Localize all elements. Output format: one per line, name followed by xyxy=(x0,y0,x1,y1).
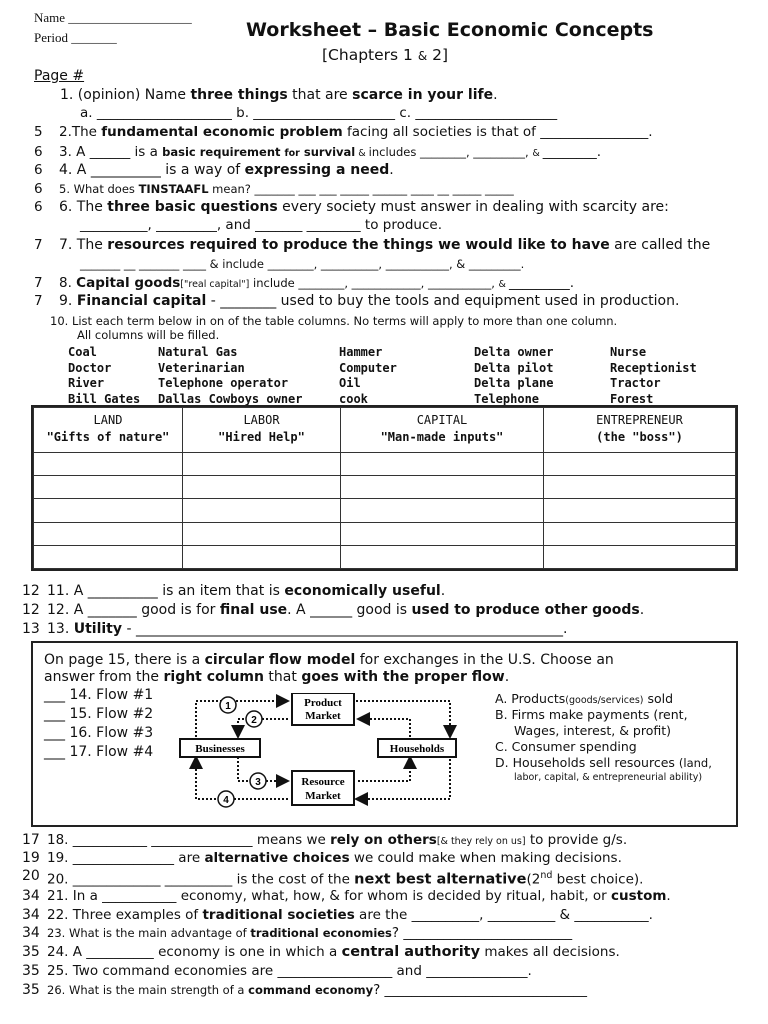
product-market-label: Market xyxy=(305,710,341,722)
terms-column-5 xyxy=(610,345,697,407)
table-cell[interactable] xyxy=(341,453,544,476)
question-19-page: 19 xyxy=(22,850,40,866)
term: Telephone xyxy=(474,391,540,406)
term: Hammer xyxy=(339,345,383,359)
table-cell[interactable] xyxy=(34,476,183,499)
question-9-page: 7 xyxy=(34,293,43,309)
term: Oil xyxy=(339,376,361,390)
table-cell[interactable] xyxy=(34,499,183,522)
table-cell[interactable] xyxy=(34,545,183,568)
resource-market-label: Market xyxy=(305,790,341,802)
term: Forest xyxy=(610,391,654,406)
circular-flow-intro-line-1: On page 15, there is a circular flow model for exchanges in the U.S. Choose an xyxy=(44,652,614,668)
question-7-blanks[interactable]: _______ __ _______ ____ & include ________, __________, ___________, & _________. xyxy=(80,257,525,271)
table-cell[interactable] xyxy=(34,522,183,545)
question-22-page: 34 xyxy=(22,907,40,923)
table-cell[interactable] xyxy=(544,453,736,476)
answer-a: A. Products(goods/services) sold xyxy=(495,691,674,706)
worksheet-title: Worksheet – Basic Economic Concepts xyxy=(246,19,654,41)
factors-of-production-table xyxy=(31,405,738,571)
question-23-page: 34 xyxy=(22,925,40,941)
circular-flow-intro-line-2: answer from the right column that goes with the proper flow. xyxy=(44,669,510,685)
question-11[interactable]: 11. A __________ is an item that is economically useful. xyxy=(47,583,446,599)
table-cell[interactable] xyxy=(341,545,544,568)
question-12[interactable]: 12. A _______ good is for final use. A ______ good is used to produce other goods. xyxy=(47,602,645,618)
question-7-page: 7 xyxy=(34,237,43,253)
question-21[interactable]: 21. In a ___________ economy, what, how, & for whom is decided by ritual, habit, or custom. xyxy=(47,888,671,904)
term: Doctor xyxy=(68,360,112,375)
flow-4-blank[interactable]: ___ 17. Flow #4 xyxy=(44,744,154,760)
table-cell[interactable] xyxy=(544,545,736,568)
table-header-capital: CAPITAL "Man-made inputs" xyxy=(341,408,544,453)
question-25-page: 35 xyxy=(22,963,40,979)
question-7: 7. The resources required to produce the things we would like to have are called the xyxy=(59,237,711,253)
table-cell[interactable] xyxy=(341,476,544,499)
flow-2-arrow-continued xyxy=(358,719,410,737)
terms-column-1 xyxy=(68,345,140,407)
period-field-label[interactable]: Period _______ xyxy=(34,30,117,45)
question-22[interactable]: 22. Three examples of traditional societies are the __________, __________ & ___________. xyxy=(47,907,653,923)
table-cell[interactable] xyxy=(183,499,341,522)
question-1-blanks[interactable]: a. ____________________ b. _____________________ c. _____________________ xyxy=(80,105,558,121)
question-10: 10. List each term below in on of the table columns. No terms will apply to more than one column. xyxy=(50,314,618,328)
answer-c: C. Consumer spending xyxy=(495,739,637,754)
flow-1-blank[interactable]: ___ 14. Flow #1 xyxy=(44,687,154,703)
term: Tractor xyxy=(610,376,661,390)
table-row[interactable] xyxy=(34,545,736,568)
table-cell[interactable] xyxy=(183,453,341,476)
answer-b-continued: Wages, interest, & profit) xyxy=(514,723,672,738)
table-cell[interactable] xyxy=(341,499,544,522)
term: Coal xyxy=(68,345,97,359)
question-19[interactable]: 19. _______________ are alternative choices we could make when making decisions. xyxy=(47,850,622,866)
table-cell[interactable] xyxy=(544,476,736,499)
question-23[interactable]: 23. What is the main advantage of traditional economies? _________________________ xyxy=(47,925,573,941)
question-8[interactable]: 8. Capital goods["real capital"] include ________, ____________, ___________, & _________. xyxy=(59,275,575,291)
term: Delta owner xyxy=(474,345,554,359)
term: Telephone operator xyxy=(158,376,289,390)
table-cell[interactable] xyxy=(341,522,544,545)
table-header-land: LAND "Gifts of nature" xyxy=(34,408,183,453)
table-header-labor: LABOR "Hired Help" xyxy=(183,408,341,453)
question-18-page: 17 xyxy=(22,832,40,848)
table-cell[interactable] xyxy=(183,476,341,499)
table-cell[interactable] xyxy=(34,453,183,476)
flow-2-blank[interactable]: ___ 15. Flow #2 xyxy=(44,706,154,722)
question-10-note: All columns will be filled. xyxy=(77,328,220,342)
name-field-label[interactable]: Name ___________________ xyxy=(34,10,192,25)
term: Delta pilot xyxy=(474,360,554,375)
terms-column-2 xyxy=(158,345,303,407)
question-6-blanks[interactable]: __________, _________, and _______ ________ to produce. xyxy=(80,217,443,233)
flow-number-4: 4 xyxy=(223,795,229,806)
question-5-page: 6 xyxy=(34,181,43,197)
question-13[interactable]: 13. Utility - _____________________________________________________________. xyxy=(47,621,568,637)
table-cell[interactable] xyxy=(544,499,736,522)
question-6-page: 6 xyxy=(34,199,43,215)
question-5[interactable]: 5. What does TINSTAAFL mean? _______ ___ ___ _____ ______ ____ __ _____ _____ xyxy=(59,182,514,196)
question-2-page: 5 xyxy=(34,124,43,140)
table-row[interactable] xyxy=(34,453,736,476)
term: Receptionist xyxy=(610,360,697,375)
businesses-label: Businesses xyxy=(195,743,245,755)
term: Nurse xyxy=(610,345,647,359)
question-13-page: 13 xyxy=(22,621,40,637)
answer-d-continued: labor, capital, & entrepreneurial ability) xyxy=(514,772,703,783)
table-cell[interactable] xyxy=(183,545,341,568)
question-21-page: 34 xyxy=(22,888,40,904)
flow-number-2: 2 xyxy=(251,715,257,726)
terms-column-4 xyxy=(474,345,553,407)
term: Delta plane xyxy=(474,376,554,390)
question-11-page: 12 xyxy=(22,583,40,599)
term: Bill Gates xyxy=(68,391,141,406)
terms-column-3 xyxy=(339,345,397,407)
term: Dallas Cowboys owner xyxy=(158,391,303,406)
question-3[interactable]: 3. A ______ is a basic requirement for survival & includes ________, _________, & ________. xyxy=(59,144,602,160)
flow-number-1: 1 xyxy=(225,701,231,712)
question-18[interactable]: 18. ___________ _______________ means we rely on others[& they rely on us] to provide g/s. xyxy=(47,832,628,848)
question-8-page: 7 xyxy=(34,275,43,291)
answer-d: D. Households sell resources (land, xyxy=(495,755,712,770)
question-4[interactable]: 4. A __________ is a way of expressing a need. xyxy=(59,162,394,178)
resource-market-label: Resource xyxy=(301,776,345,788)
question-20-page: 20 xyxy=(22,868,40,884)
flow-3-blank[interactable]: ___ 16. Flow #3 xyxy=(44,725,154,741)
term: Natural Gas xyxy=(158,345,238,359)
question-26-page: 35 xyxy=(22,982,40,998)
term: cook xyxy=(339,391,368,406)
question-9[interactable]: 9. Financial capital - ________ used to buy the tools and equipment used in production. xyxy=(59,293,680,309)
answer-b: B. Firms make payments (rent, xyxy=(495,707,688,722)
chapters-subtitle: [Chapters 1 & 2] xyxy=(322,46,449,64)
flow-4-arrow-continued xyxy=(196,757,288,799)
households-label: Households xyxy=(389,743,445,755)
product-market-label: Product xyxy=(304,697,342,709)
term: Veterinarian xyxy=(158,360,245,375)
question-12-page: 12 xyxy=(22,602,40,618)
table-row[interactable] xyxy=(34,476,736,499)
circular-flow-box xyxy=(31,641,738,827)
question-1: 1. (opinion) Name three things that are scarce in your life. xyxy=(60,87,498,103)
question-25[interactable]: 25. Two command economies are _________________ and _______________. xyxy=(47,963,532,979)
question-20[interactable]: 20. _____________ __________ is the cost of the next best alternative(2nd best choice). xyxy=(47,870,644,888)
question-24[interactable]: 24. A __________ economy is one in which a central authority makes all decisions. xyxy=(47,944,620,960)
table-header-entrepreneur: ENTREPRENEUR (the "boss") xyxy=(544,408,736,453)
term: Computer xyxy=(339,360,397,375)
table-row[interactable] xyxy=(34,499,736,522)
flow-4-arrow xyxy=(356,751,450,799)
circular-flow-diagram xyxy=(178,693,458,815)
term: River xyxy=(68,376,105,390)
question-3-page: 6 xyxy=(34,144,43,160)
flow-2-arrow xyxy=(238,719,288,737)
question-26[interactable]: 26. What is the main strength of a command economy? ______________________________ xyxy=(47,982,588,998)
table-row[interactable] xyxy=(34,522,736,545)
question-6: 6. The three basic questions every society must answer in dealing with scarcity are: xyxy=(59,199,669,215)
question-24-page: 35 xyxy=(22,944,40,960)
question-4-page: 6 xyxy=(34,162,43,178)
flow-number-3: 3 xyxy=(255,777,261,788)
question-2[interactable]: 2.The fundamental economic problem facing all societies is that of ________________. xyxy=(59,124,653,140)
table-cell[interactable] xyxy=(544,522,736,545)
page-number-header: Page # xyxy=(34,68,85,84)
table-cell[interactable] xyxy=(183,522,341,545)
flow-3-arrow-continued xyxy=(358,757,410,781)
